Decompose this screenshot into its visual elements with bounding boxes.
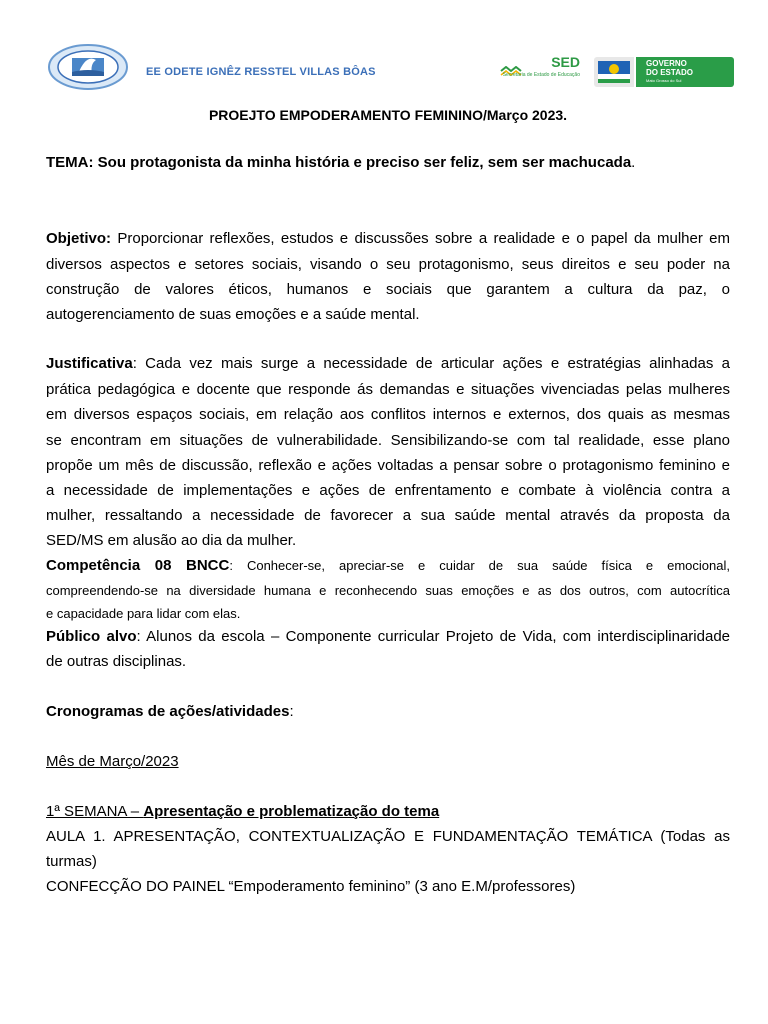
competencia-line-1: Competência 08 BNCC: Conhecer-se, apreciar-se e cuidar de sua saúde física e emocional,	[46, 557, 730, 574]
objetivo-line-4: autogerenciamento de suas emoções e a saúde mental.	[46, 306, 420, 323]
justificativa-line-7: mulher, ressaltando a necessidade de favorecer a sua saúde mental através da proposta da	[46, 507, 730, 524]
tema-line	[46, 154, 635, 172]
publico-label: Público alvo	[46, 628, 137, 645]
gov-line-3: Mato Grosso do Sul	[646, 78, 682, 83]
tema-label: TEMA: Sou protagonista da minha história e preciso ser feliz, sem ser machucada	[46, 154, 632, 171]
publico-line-1: Público alvo: Alunos da escola – Componente curricular Projeto de Vida, com interdisciplinaridade	[46, 628, 731, 645]
cronograma-heading: Cronogramas de ações/atividades:	[46, 703, 294, 720]
justificativa-line-4: se encontram em situações de vulnerabilidade. Sensibilizando-se com tal realidade, esse plano	[46, 432, 730, 449]
sed-title: SED	[551, 54, 580, 70]
semana-title: Apresentação e problematização do tema	[143, 803, 440, 820]
justificativa-line-2: prática pedagógica e docente que responde ás demandas e situações vivenciadas pelas mulheres	[46, 381, 730, 398]
justificativa-line-5: propõe um mês de discussão, reflexão e ações voltadas a pensar sobre o protagonismo feminino e	[46, 457, 730, 474]
tema-end: .	[631, 154, 636, 171]
document-title: PROEJTO EMPODERAMENTO FEMININO/Março 2023.	[208, 107, 568, 123]
publico-line-2: de outras disciplinas.	[46, 653, 187, 670]
government-logo	[594, 57, 734, 87]
competencia-line-3: e capacidade para lidar com elas.	[46, 606, 241, 621]
justificativa-line-1: Justificativa: Cada vez mais surge a necessidade de articular ações e estratégias alinhadas a	[46, 355, 730, 372]
justificativa-line-8: SED/MS em alusão ao dia da mulher.	[46, 532, 297, 549]
justificativa-label: Justificativa	[46, 355, 133, 372]
objetivo-label: Objetivo:	[46, 230, 112, 247]
sed-subtitle: Secretaria de Estado de Educação	[502, 72, 580, 78]
justificativa-line-3: em diversos espaços sociais, em relação aos conflitos internos e externos, dos quais as mesmas	[46, 406, 730, 423]
mes-label: Mês de Março/2023	[46, 753, 179, 770]
cronograma-label: Cronogramas de ações/atividades	[46, 703, 290, 720]
mes-heading	[46, 753, 179, 771]
sed-logo	[500, 56, 580, 92]
school-logo	[48, 44, 128, 90]
state-flag-icon	[594, 57, 634, 87]
aula-line-2: turmas)	[46, 853, 97, 870]
confeccao-line: CONFECÇÃO DO PAINEL “Empoderamento feminino” (3 ano E.M/professores)	[46, 878, 576, 895]
aula-line-1: AULA 1. APRESENTAÇÃO, CONTEXTUALIZAÇÃO E FUNDAMENTAÇÃO TEMÁTICA (Todas as	[46, 828, 730, 845]
objetivo-line-3: construção de valores éticos, humanos e sociais que garantem a cultura da paz, o	[46, 281, 730, 298]
gov-line-1: GOVERNO	[646, 59, 687, 68]
semana-heading	[46, 803, 439, 821]
objetivo-line-2: diversos aspectos e setores sociais, visando o seu protagonismo, seus direitos e seu poder na	[46, 256, 730, 273]
competencia-label: Competência 08 BNCC	[46, 557, 230, 574]
competencia-line-2: compreendendo-se na diversidade humana e reconhecendo suas emoções e as dos outros, com autocrítica	[46, 583, 730, 598]
document-header	[0, 0, 768, 100]
semana-prefix: 1ª SEMANA –	[46, 803, 144, 820]
objetivo-line-1: Objetivo: Proporcionar reflexões, estudos e discussões sobre a realidade e o papel da mulher em	[46, 230, 730, 247]
gov-line-2: DO ESTADO	[646, 68, 693, 77]
justificativa-line-6: a necessidade de implementações e ações de enfrentamento e combate à violência contra a	[46, 482, 730, 499]
school-name: EE ODETE IGNÊZ RESSTEL VILLAS BÔAS	[146, 66, 376, 78]
